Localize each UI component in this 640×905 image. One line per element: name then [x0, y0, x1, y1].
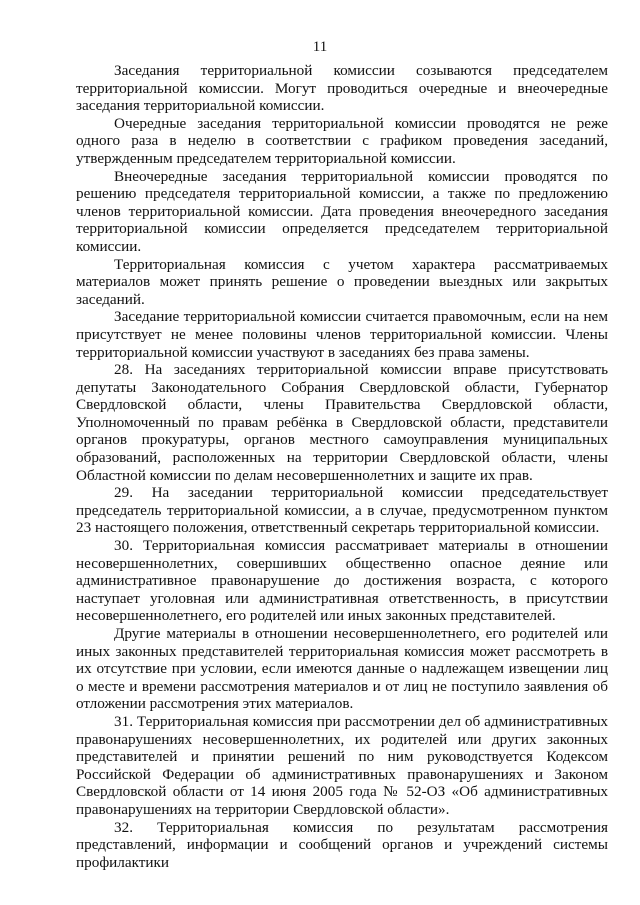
paragraph: Территориальная комиссия с учетом характера рассматриваемых материалов может принять решение о проведении выездных или закрытых заседаний.	[76, 255, 608, 308]
paragraph: Заседание территориальной комиссии считается правомочным, если на нем присутствует не менее половины членов территориальной комиссии. Члены территориальной комиссии участвуют в заседаниях без права замены.	[76, 308, 608, 361]
paragraph: Заседания территориальной комиссии созываются председателем территориальной комиссии. Могут проводиться очередные и внеочередные заседания территориальной комиссии.	[76, 62, 608, 115]
paragraph: Внеочередные заседания территориальной комиссии проводятся по решению председателя территориальной комиссии, а также по предложению членов территориальной комиссии. Дата проведения внеочередного заседания территориальной комиссии определяется председателем территориальной комиссии.	[76, 167, 608, 255]
paragraph-item-29: 29. На заседании территориальной комиссии председательствует председатель территориальной комиссии, а в случае, предусмотренном пунктом 23 настоящего положения, ответственный секретарь территориальной комиссии.	[76, 484, 608, 537]
paragraph: Очередные заседания территориальной комиссии проводятся не реже одного раза в неделю в соответствии с графиком проведения заседаний, утвержденным председателем территориальной комиссии.	[76, 114, 608, 167]
document-body	[76, 62, 608, 871]
page-number: 11	[312, 39, 328, 55]
paragraph-item-30: 30. Территориальная комиссия рассматривает материалы в отношении несовершеннолетних, совершивших общественно опасное деяние или административное правонарушение до достижения возраста, с которого наступает уголовная или административная ответственность, в присутствии несовершеннолетнего, его родителей или иных законных представителей.	[76, 537, 608, 625]
paragraph: Другие материалы в отношении несовершеннолетнего, его родителей или иных законных представителей территориальная комиссия может рассмотреть в их отсутствие при условии, если имеются данные о надлежащем извещении лиц о месте и времени рассмотрения материалов и от лиц не поступило заявления об отложении рассмотрения этих материалов.	[76, 625, 608, 713]
paragraph-item-28: 28. На заседаниях территориальной комиссии вправе присутствовать депутаты Законодательного Собрания Свердловской области, Губернатор Свердловской области, члены Правительства Свердловской области, Уполномоченный по правам ребёнка в Свердловской области, представители органов прокуратуры, органов местного самоуправления муниципальных образований, расположенных на территории Свердловской области, члены Областной комиссии по делам несовершеннолетних и защите их прав.	[76, 361, 608, 484]
paragraph-item-31: 31. Территориальная комиссия при рассмотрении дел об административных правонарушениях несовершеннолетних, их родителей или других законных представителей и принятии решений по ним руководствуется Кодексом Российской Федерации об административных правонарушениях и Законом Свердловской области от 14 июня 2005 года № 52-ОЗ «Об административных правонарушениях на территории Свердловской области».	[76, 712, 608, 818]
paragraph-item-32: 32. Территориальная комиссия по результатам рассмотрения представлений, информации и сообщений органов и учреждений системы профилактики	[76, 818, 608, 871]
